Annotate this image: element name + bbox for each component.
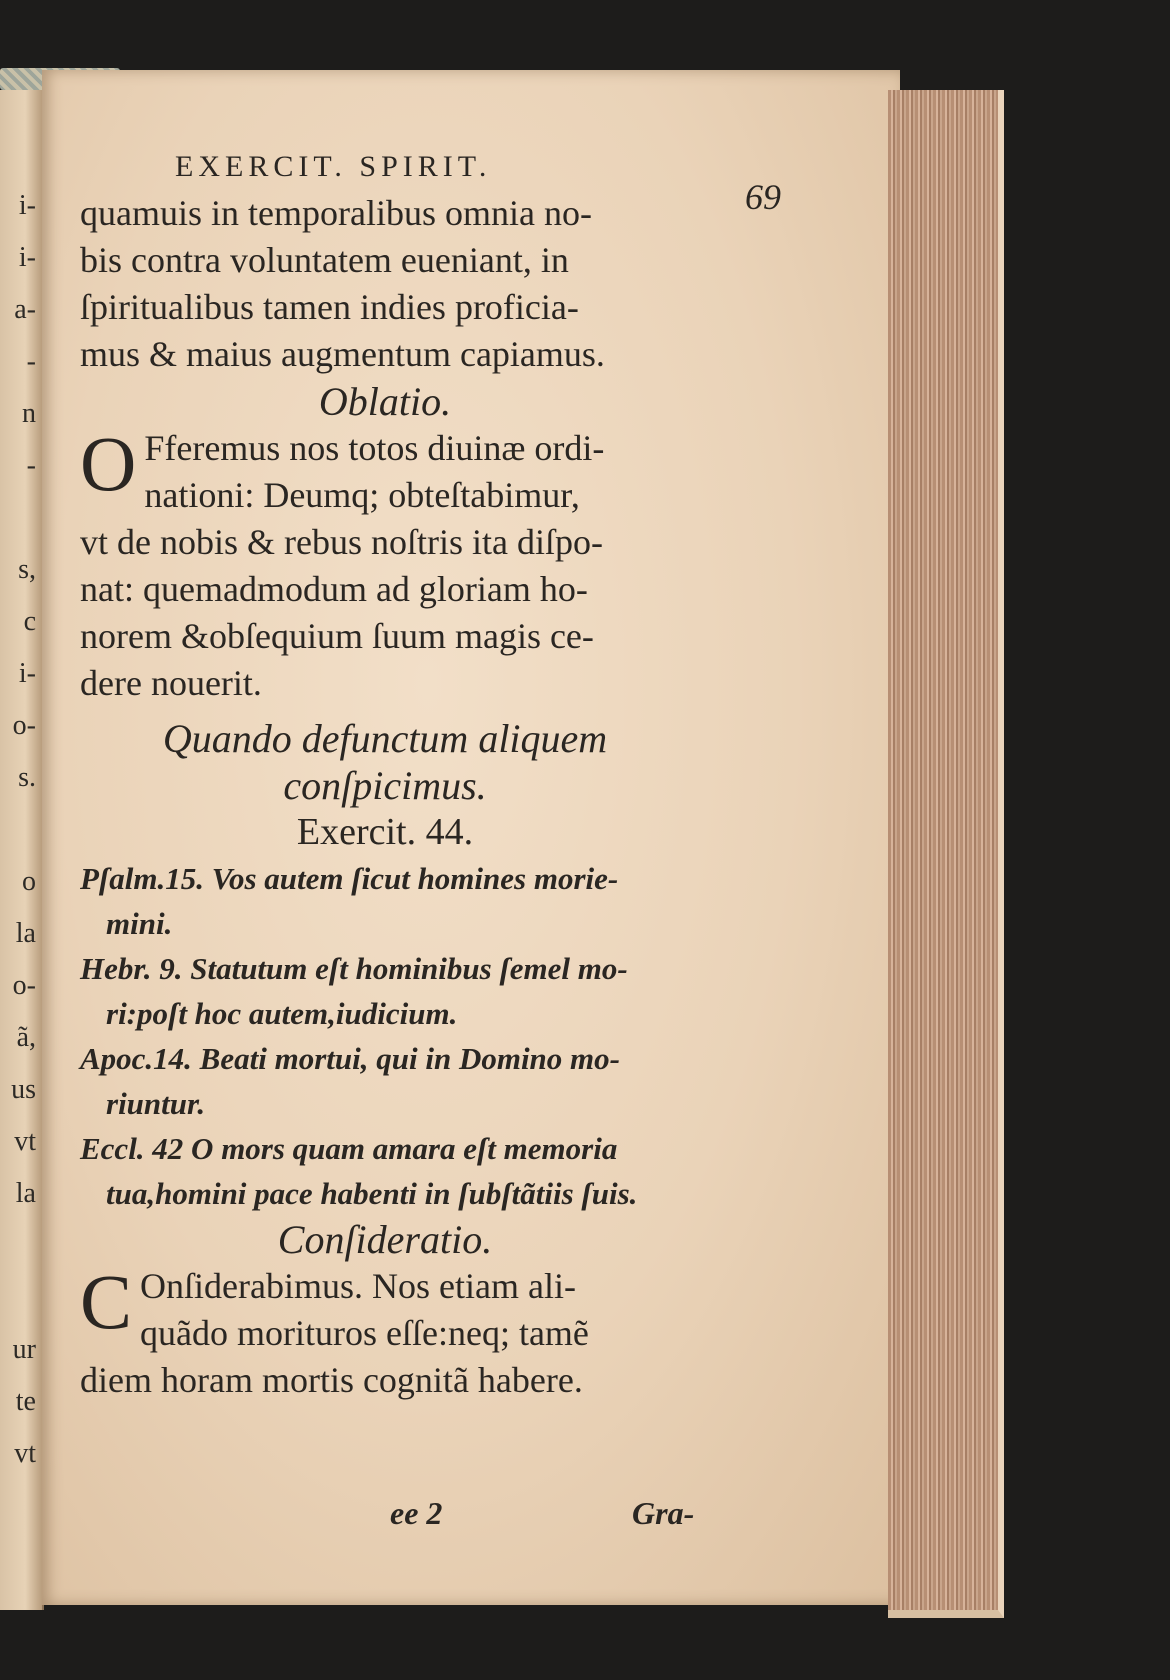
folio-number: 69 bbox=[745, 177, 781, 217]
consideratio-paragraph bbox=[80, 1258, 690, 1404]
section-title-cont: conſpicimus. bbox=[283, 763, 487, 808]
oblatio-heading: Oblatio. bbox=[318, 379, 452, 424]
left-page-fragment: o- bbox=[12, 710, 36, 741]
left-page-fragment: i- bbox=[18, 658, 36, 689]
left-page-fragment: a- bbox=[14, 294, 36, 325]
exercise-number: Exercit. 44. bbox=[296, 811, 474, 853]
reference-line: ri:poſt hoc autem,iudicium. bbox=[106, 996, 458, 1031]
signature-mark: ee 2 bbox=[390, 1495, 443, 1531]
reference-line: Apoc.14. Beati mortui, qui in Domino mo- bbox=[80, 1041, 620, 1076]
left-page-fragment: vt bbox=[14, 1438, 36, 1469]
drop-initial: O bbox=[80, 420, 137, 507]
page-edges bbox=[888, 90, 1004, 1618]
page-text bbox=[80, 190, 690, 1404]
left-page-fragment: la bbox=[15, 1178, 36, 1209]
text-line: bis contra voluntatem eueniant, in bbox=[80, 240, 569, 280]
left-page-fragment: s. bbox=[18, 762, 36, 793]
left-page-fragment bbox=[0, 1272, 40, 1324]
left-page-fragment: la bbox=[15, 918, 36, 949]
reference-line: mini. bbox=[106, 906, 173, 941]
reference-line: tua,homini pace habenti in ſubſtãtiis ſuis. bbox=[106, 1176, 638, 1211]
left-page-fragment: ur bbox=[12, 1334, 36, 1365]
oblatio-paragraph bbox=[80, 420, 690, 707]
text-line: Fferemus nos totos diuinæ ordi- bbox=[144, 428, 605, 468]
text-line: quamuis in temporalibus omnia no- bbox=[80, 193, 592, 233]
left-page-fragment: ã, bbox=[16, 1022, 36, 1053]
left-page-fragment bbox=[0, 804, 40, 856]
reference-line: Eccl. 42 O mors quam amara eſt memoria bbox=[80, 1131, 618, 1166]
section-title: Quando defunctum aliquem bbox=[162, 716, 608, 761]
left-page-fragment bbox=[0, 492, 40, 544]
left-page-edge bbox=[0, 90, 44, 1610]
consideratio-heading: Conſideratio. bbox=[277, 1217, 493, 1262]
left-page-fragment: i- bbox=[18, 242, 36, 273]
running-head: EXERCIT. SPIRIT. bbox=[175, 150, 492, 183]
text-line: nationi: Deumq; obteſtabimur, bbox=[144, 475, 580, 515]
text-line: norem &obſequium ſuum magis ce- bbox=[80, 616, 594, 656]
left-page-fragment bbox=[0, 1220, 40, 1272]
text-line: mus & maius augmentum capiamus. bbox=[80, 334, 605, 374]
reference-line: Hebr. 9. Statutum eſt hominibus ſemel mo- bbox=[80, 951, 628, 986]
left-page-fragment: vt bbox=[14, 1126, 36, 1157]
text-line: diem horam mortis cognitã habere. bbox=[80, 1360, 583, 1400]
left-page-fragment: te bbox=[15, 1386, 36, 1417]
left-page-fragment: o bbox=[22, 866, 36, 897]
reference-line: Pſalm.15. Vos autem ſicut homines morie- bbox=[80, 861, 619, 896]
text-line: vt de nobis & rebus noſtris ita diſpo- bbox=[80, 522, 603, 562]
left-page-fragment: - bbox=[26, 450, 36, 481]
text-line: dere nouerit. bbox=[80, 663, 262, 703]
left-page-fragment: s, bbox=[18, 554, 36, 585]
drop-initial: C bbox=[80, 1258, 133, 1345]
left-page-fragment: us bbox=[11, 1074, 36, 1105]
left-page-fragment: c bbox=[23, 606, 36, 637]
left-page-fragment: - bbox=[26, 346, 36, 377]
text-line: nat: quemadmodum ad gloriam ho- bbox=[80, 569, 588, 609]
catchword: Gra- bbox=[632, 1495, 695, 1531]
text-line: quãdo morituros eſſe:neq; tamẽ bbox=[140, 1313, 589, 1353]
left-page-fragment: i- bbox=[18, 190, 36, 221]
reference-line: riuntur. bbox=[106, 1086, 206, 1121]
left-page-fragment: n bbox=[22, 398, 36, 429]
left-page-fragment: o- bbox=[12, 970, 36, 1001]
text-line: ſpiritualibus tamen indies proficia- bbox=[80, 287, 579, 327]
left-page-fragments bbox=[0, 180, 40, 1580]
text-line: Onſiderabimus. Nos etiam ali- bbox=[140, 1266, 576, 1306]
